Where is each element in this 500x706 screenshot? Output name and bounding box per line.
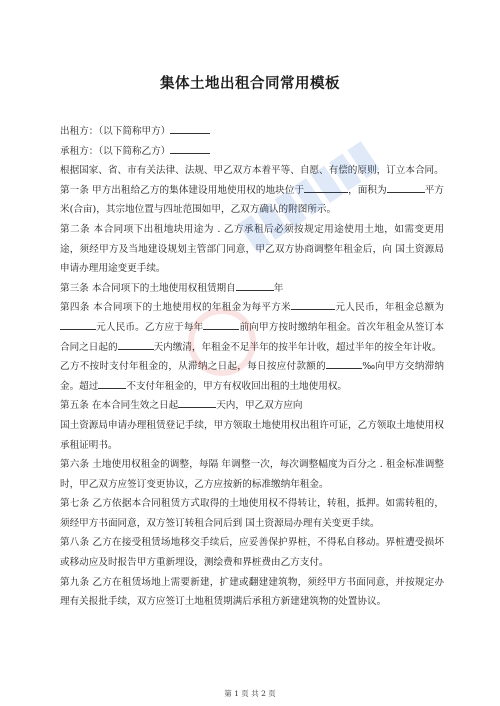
article-8: 第八条 乙方在接受租赁场地移交手续后，应妥善保护界桩，不得私自移动。界桩遭受损坏或移动应及时报告甲方重新埋设，测绘费和界桩费由乙方支付。 xyxy=(60,537,444,569)
article-1-part-a: 第一条 甲方出租给乙方的集体建设用地使用权的地块位于 xyxy=(60,184,305,196)
article-3-part-b: 年 xyxy=(273,282,284,294)
article-5-part-b: 天内，甲乙双方应向 xyxy=(216,400,303,412)
late-fee-rate-blank xyxy=(326,357,362,369)
registration-days-blank xyxy=(178,396,216,408)
article-3-part-a: 第三条 本合同项下的土地使用权租赁期自 xyxy=(60,282,236,294)
preamble-paragraph: 根据国家、省、市有关法律、法规、甲乙双方本着平等、自愿、有偿的原则，订立本合同。 xyxy=(60,165,444,177)
lessee-line xyxy=(60,142,444,162)
article-7: 第七条 乙方依据本合同租赁方式取得的土地使用权不得转让，转租，抵押。如需转租的，须经甲方书面同意，双方签订转租合同后到 国土资源局办理有关变更手续。 xyxy=(60,498,444,529)
area-blank xyxy=(387,181,419,193)
article-4-part-c: 元人民币。乙方应于每年 xyxy=(96,321,204,333)
first-payment-days-blank xyxy=(118,338,154,350)
article-5 xyxy=(60,396,444,455)
late-fee-part-b: ‰向甲方交纳滞纳金。超过 xyxy=(60,361,445,392)
article-4-part-b: 元人民币，年租金总额为 xyxy=(335,302,444,314)
article-4 xyxy=(60,298,444,357)
article-3 xyxy=(60,279,444,299)
lessor-line xyxy=(60,122,444,142)
article-1 xyxy=(60,181,444,220)
document-title: 集体土地出租合同常用模板 xyxy=(160,76,340,92)
lessee-name-blank xyxy=(170,142,210,154)
lessee-label: 承租方：（以下简称乙方） xyxy=(60,145,171,157)
lessor-label: 出租方：（以下简称甲方） xyxy=(60,126,171,137)
document-body xyxy=(60,122,444,612)
lease-term-blank xyxy=(236,279,274,291)
article-5-part-c: 国土资源局申请办理租赁登记手续，甲方领取土地使用权出租许可证，乙方领取土地使用权承租证明书。 xyxy=(60,419,444,451)
overdue-period-blank xyxy=(98,377,126,389)
article-4-part-a: 第四条 本合同项下的土地使用权的年租金为每平方米 xyxy=(60,302,292,314)
article-6: 第六条 土地使用权租金的调整，每隔 年调整一次，每次调整幅度为百分之 . 租金标准调整时，甲乙双方应签订变更协议，乙方应按新的标准缴纳年租金。 xyxy=(60,459,444,490)
due-date-blank xyxy=(203,318,239,330)
article-1-part-c: 平方米(合亩)，其宗地位置与四址范围如甲，乙双方确认的附图所示。 xyxy=(60,184,444,216)
location-blank xyxy=(304,181,348,193)
page-footer: 第 1 页 共 2 页 xyxy=(224,689,276,698)
article-9: 第九条 乙方在租赁场地上需要新建，扩建或翻建建筑物，须经甲方书面同意，并按规定办理有关报批手续，双方应签订土地租赁期满后承租方新建建筑物的处置协议。 xyxy=(60,576,444,608)
late-fee-part-c: 不支付年租金的，甲方有权收回出租的土地使用权。 xyxy=(126,380,348,392)
lessor-name-blank xyxy=(170,122,210,134)
article-4-part-e: 天内缴清，年租金不足半年的按半年计收，超过半年的按全年计收。 xyxy=(153,341,442,353)
article-1-part-b: ，面积为 xyxy=(348,184,387,196)
article-4-part-d: 前向甲方按时缴纳年租金。首次年租金从签订本合同之日起的 xyxy=(60,321,445,353)
unit-rent-blank xyxy=(291,298,335,310)
late-fee-paragraph xyxy=(60,357,444,396)
total-rent-blank xyxy=(60,318,96,330)
article-5-part-a: 第五条 在本合同生效之日起 xyxy=(60,400,179,412)
late-fee-part-a: 乙方不按时支付年租金的，从滞纳之日起，每日按应付款额的 xyxy=(60,361,326,373)
article-2: 第二条 本合同项下出租地块用途为 . 乙方承租后必须按规定用途使用土地，如需变更用途，须经甲方及当地建设规划主管部门同意，甲乙双方协商调整年租金后，向 国土资源局申请办理用途变更手续。 xyxy=(60,223,444,275)
